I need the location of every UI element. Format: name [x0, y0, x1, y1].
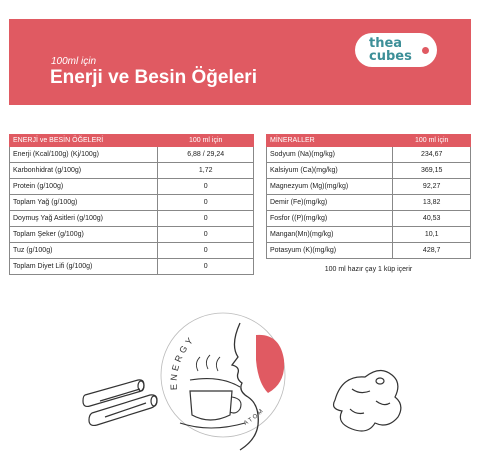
row-value: 0 — [158, 195, 254, 211]
minerals-table-header — [267, 135, 471, 147]
table-row — [267, 163, 471, 179]
header-subtitle: 100ml için — [51, 56, 97, 67]
row-label: Toplam Yağ (g/100g) — [10, 195, 158, 211]
energy-arc-text: ENERGY — [168, 333, 197, 391]
cinnamon-icon — [83, 380, 157, 426]
table-row — [10, 227, 254, 243]
row-value: 0 — [158, 179, 254, 195]
row-value: 13,82 — [393, 195, 471, 211]
row-label: Karbonhidrat (g/100g) — [10, 163, 158, 179]
table-row — [267, 211, 471, 227]
table-row — [267, 179, 471, 195]
table-row — [10, 243, 254, 259]
ginger-icon — [334, 370, 401, 431]
minerals-header-label: MİNERALLER — [267, 135, 393, 147]
energy-illustration — [80, 305, 410, 455]
row-label: Sodyum (Na)(mg/kg) — [267, 147, 393, 163]
brand-logo — [355, 33, 437, 67]
row-label: Tuz (g/100g) — [10, 243, 158, 259]
row-label: Protein (g/100g) — [10, 179, 158, 195]
row-label: Doymuş Yağ Asitleri (g/100g) — [10, 211, 158, 227]
row-label: Potasyum (K)(mg/kg) — [267, 243, 393, 259]
row-value: 0 — [158, 227, 254, 243]
row-label: Demir (Fe)(mg/kg) — [267, 195, 393, 211]
row-label: Toplam Şeker (g/100g) — [10, 227, 158, 243]
nutrition-table-header — [10, 135, 254, 147]
nutrition-header-label: ENERJİ ve BESİN ÖĞELERİ — [10, 135, 158, 147]
nutrition-table — [9, 134, 254, 275]
row-value: 6,88 / 29,24 — [158, 147, 254, 163]
row-value: 0 — [158, 211, 254, 227]
serving-note: 100 ml hazır çay 1 küp içerir — [324, 266, 413, 273]
row-label: Kalsiyum (Ca)(mg/kg) — [267, 163, 393, 179]
page-title: Enerji ve Besin Öğeleri — [50, 67, 257, 88]
row-value: 0 — [158, 243, 254, 259]
row-value: 0 — [158, 259, 254, 275]
table-row — [267, 195, 471, 211]
brand-logo-line2: cubes — [369, 49, 412, 64]
row-value: 40,53 — [393, 211, 471, 227]
brand-logo-line1: thea — [369, 36, 403, 51]
row-value: 234,67 — [393, 147, 471, 163]
row-label: Magnezyum (Mg)(mg/kg) — [267, 179, 393, 195]
table-row — [10, 211, 254, 227]
minerals-header-value: 100 ml için — [393, 135, 471, 147]
table-row — [10, 259, 254, 275]
table-row — [10, 147, 254, 163]
row-value: 10,1 — [393, 227, 471, 243]
table-row — [10, 163, 254, 179]
row-label: Mangan(Mn)(mg/kg) — [267, 227, 393, 243]
row-label: Fosfor ((P)(mg/kg) — [267, 211, 393, 227]
table-row — [10, 179, 254, 195]
logo-dot-icon — [422, 47, 429, 54]
table-row — [267, 147, 471, 163]
table-row — [10, 195, 254, 211]
atom-arc-text: ATOM — [243, 407, 266, 427]
row-label: Toplam Diyet Lifi (g/100g) — [10, 259, 158, 275]
nutrition-header-value: 100 ml için — [158, 135, 254, 147]
row-label: Enerji (Kcal/100g) (Kj/100g) — [10, 147, 158, 163]
row-value: 1,72 — [158, 163, 254, 179]
table-row — [267, 243, 471, 259]
atom-arc-label — [243, 407, 266, 427]
row-value: 92,27 — [393, 179, 471, 195]
row-value: 369,15 — [393, 163, 471, 179]
energy-arc-label — [169, 334, 197, 391]
minerals-table — [266, 134, 471, 259]
table-row — [267, 227, 471, 243]
face-cup-icon — [161, 313, 285, 450]
row-value: 428,7 — [393, 243, 471, 259]
